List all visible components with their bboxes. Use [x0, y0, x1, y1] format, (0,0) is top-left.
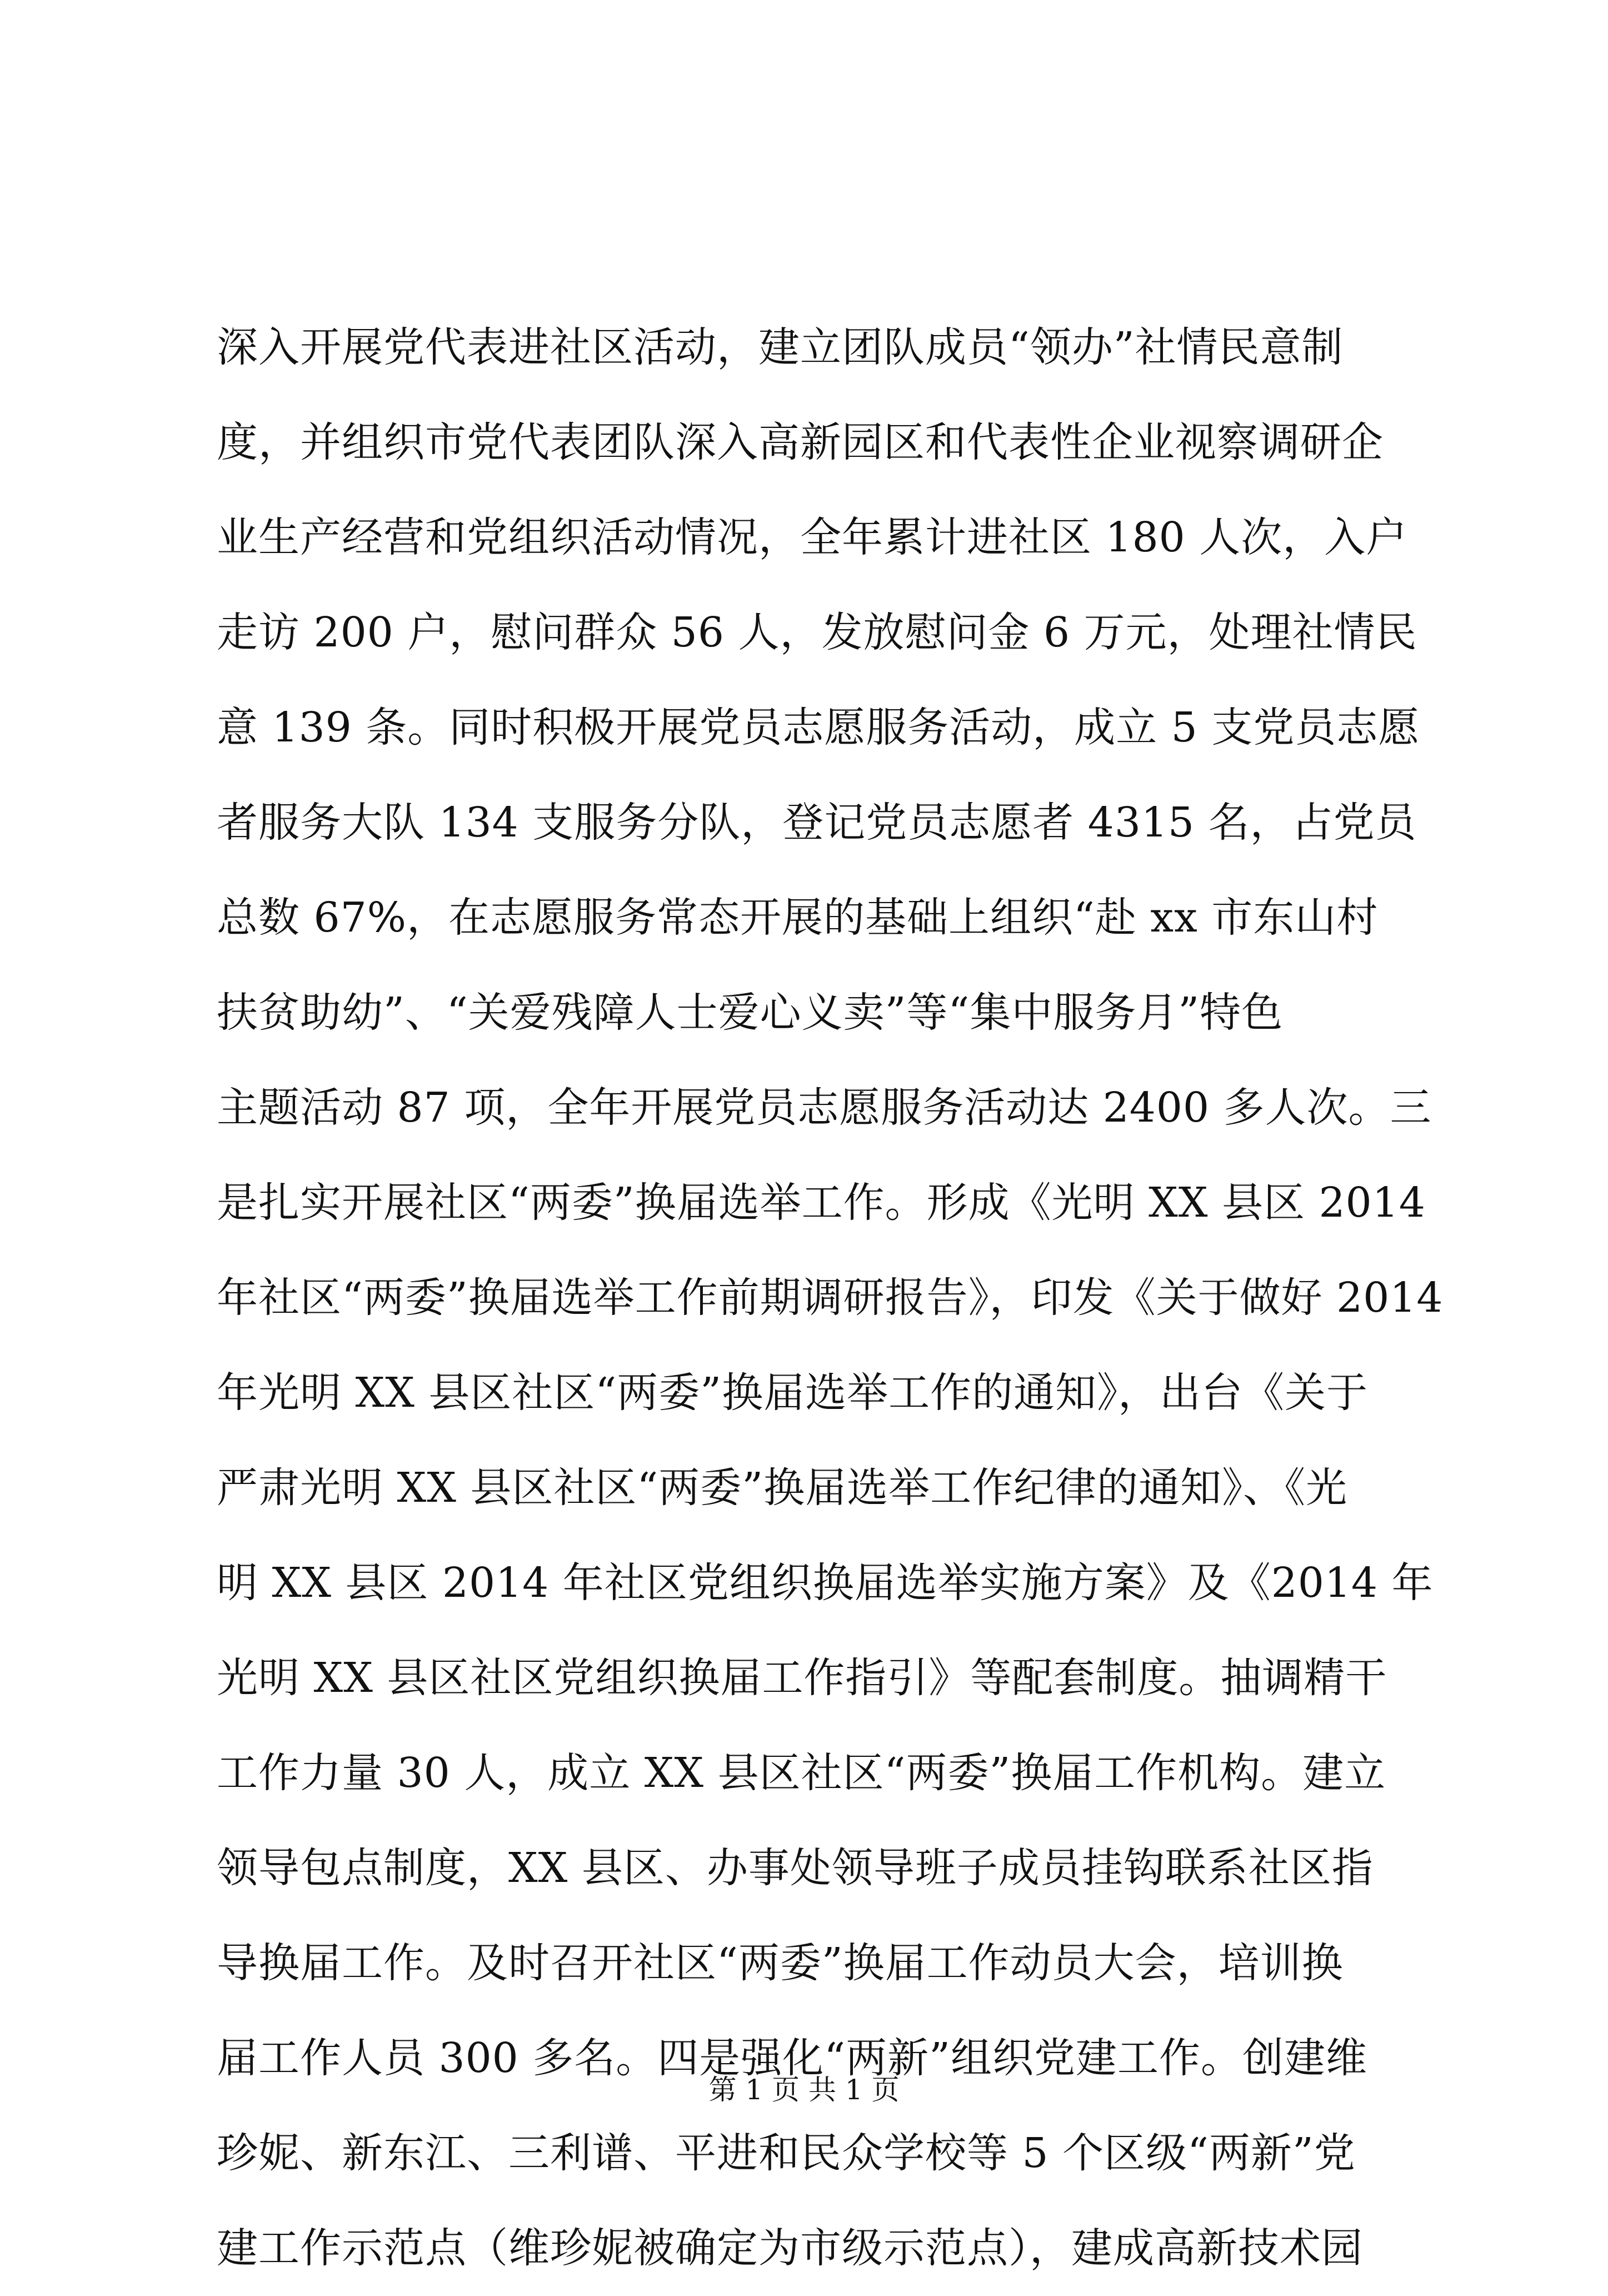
page-footer — [0, 2068, 1608, 2112]
text-line: 工作力量 30 人，成立 XX 县区社区“两委”换届工作机构。建立 — [217, 1749, 1386, 1797]
text-line: 导换届工作。及时召开社区“两委”换届工作动员大会，培训换 — [217, 1939, 1344, 1987]
text-line: 是扎实开展社区“两委”换届选举工作。形成《光明 XX 县区 2014 — [217, 1179, 1426, 1227]
text-line: 年光明 XX 县区社区“两委”换届选举工作的通知》，出台《关于 — [217, 1369, 1369, 1417]
text-line: 主题活动 87 项，全年开展党员志愿服务活动达 2400 多人次。三 — [217, 1084, 1432, 1132]
text-line: 总数 67%，在志愿服务常态开展的基础上组织“赴 xx 市东山村 — [217, 894, 1379, 942]
text-line: 珍妮、新东江、三利谱、平进和民众学校等 5 个区级“两新”党 — [217, 2129, 1356, 2177]
text-line: 度，并组织市党代表团队深入高新园区和代表性企业视察调研企 — [217, 419, 1384, 466]
text-line: 明 XX 县区 2014 年社区党组织换届选举实施方案》及《2014 年 — [217, 1559, 1434, 1607]
text-line: 领导包点制度，XX 县区、办事处领导班子成员挂钩联系社区指 — [217, 1844, 1374, 1892]
text-line: 走访 200 户，慰问群众 56 人，发放慰问金 6 万元，处理社情民 — [217, 609, 1417, 656]
page-number-label: 第 1 页 共 1 页 — [708, 2074, 900, 2106]
text-line: 意 139 条。同时积极开展党员志愿服务活动，成立 5 支党员志愿 — [217, 704, 1420, 751]
text-line: 严肃光明 XX 县区社区“两委”换届选举工作纪律的通知》、《光 — [217, 1464, 1348, 1512]
text-line: 深入开展党代表进社区活动，建立团队成员“领办”社情民意制 — [217, 323, 1344, 371]
body-paragraph — [217, 300, 1444, 2296]
text-line: 者服务大队 134 支服务分队，登记党员志愿者 4315 名，占党员 — [217, 799, 1417, 846]
text-line: 业生产经营和党组织活动情况，全年累计进社区 180 人次，入户 — [217, 514, 1408, 561]
text-line: 届工作人员 300 多名。四是强化“两新”组织党建工作。创建维 — [217, 2034, 1367, 2082]
text-line: 扶贫助幼”、“关爱残障人士爱心义卖”等“集中服务月”特色 — [217, 989, 1284, 1037]
text-line: 光明 XX 县区社区党组织换届工作指引》等配套制度。抽调精干 — [217, 1654, 1387, 1702]
text-line: 年社区“两委”换届选举工作前期调研报告》，印发《关于做好 2014 — [217, 1274, 1444, 1322]
text-line: 建工作示范点（维珍妮被确定为市级示范点），建成高新技术园 — [217, 2224, 1363, 2272]
